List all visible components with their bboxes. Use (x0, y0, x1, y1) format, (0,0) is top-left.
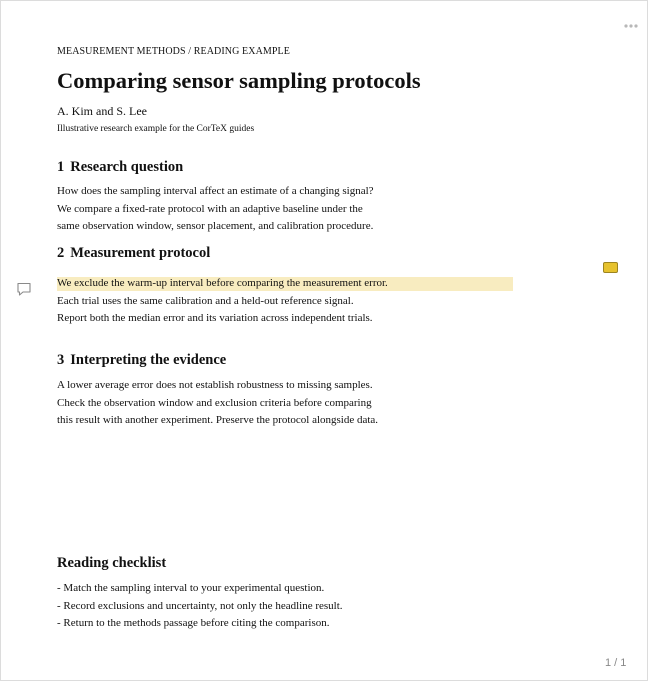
paragraph-line: this result with another experiment. Preserve the protocol alongside data. (57, 414, 379, 426)
section-number: 3 (57, 352, 65, 368)
paragraph-line: Check the observation window and exclusion criteria before comparing (57, 396, 372, 409)
paragraph-line: same observation window, sensor placement, and calibration procedure. (57, 220, 374, 232)
section-2-heading (57, 245, 210, 262)
comment-icon[interactable] (16, 281, 32, 297)
eyebrow-label: MEASUREMENT METHODS / READING EXAMPLE (57, 46, 290, 57)
section-3-paragraph (57, 377, 378, 430)
section-number: 2 (57, 245, 65, 261)
document-title: Comparing sensor sampling protocols (57, 68, 421, 93)
note-marker-icon[interactable] (603, 262, 618, 273)
section-number: 1 (57, 159, 65, 175)
highlighted-line[interactable]: We exclude the warm-up interval before comparing the measurement error. (57, 277, 388, 289)
checklist-list (57, 580, 343, 633)
document-subtitle: Illustrative research example for the CorTeX guides (57, 124, 255, 134)
paragraph-line: We compare a fixed-rate protocol with an adaptive baseline under the (57, 202, 363, 215)
section-3-heading (57, 352, 226, 369)
page-indicator: 1 / 1 (605, 657, 627, 669)
authors: A. Kim and S. Lee (57, 104, 147, 118)
section-2-paragraph (57, 275, 388, 328)
paragraph-line: Report both the median error and its variation across independent trials. (57, 312, 373, 324)
more-options-icon[interactable] (623, 20, 639, 32)
section-1-heading (57, 159, 183, 176)
section-title: Research question (70, 159, 184, 175)
section-1-paragraph (57, 183, 374, 236)
checklist-item: - Return to the methods passage before citing the comparison. (57, 617, 330, 629)
section-title: Interpreting the evidence (70, 352, 227, 368)
checklist-item: - Record exclusions and uncertainty, not only the headline result. (57, 599, 343, 612)
checklist-heading: Reading checklist (57, 555, 167, 571)
paragraph-line: A lower average error does not establish robustness to missing samples. (57, 379, 373, 391)
checklist-item: - Match the sampling interval to your experimental question. (57, 582, 325, 594)
section-title: Measurement protocol (70, 245, 211, 261)
paragraph-line: Each trial uses the same calibration and a held-out reference signal. (57, 294, 354, 307)
paragraph-line: How does the sampling interval affect an estimate of a changing signal? (57, 185, 374, 197)
